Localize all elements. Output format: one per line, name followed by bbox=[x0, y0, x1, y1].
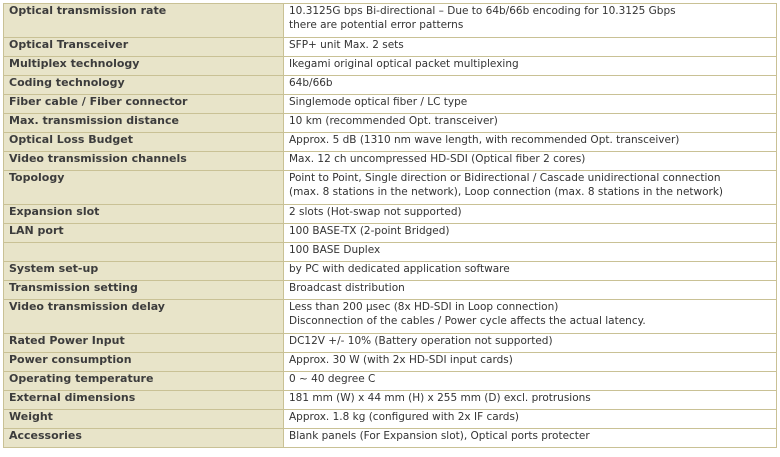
spec-table bbox=[3, 3, 777, 448]
spec-value: Approx. 30 W (with 2x HD-SDI input cards) bbox=[284, 353, 777, 372]
table-row bbox=[4, 224, 777, 243]
spec-value: Broadcast distribution bbox=[284, 281, 777, 300]
spec-label: Topology bbox=[4, 171, 284, 205]
table-row bbox=[4, 205, 777, 224]
spec-label: Multiplex technology bbox=[4, 57, 284, 76]
spec-value: 10 km (recommended Opt. transceiver) bbox=[284, 114, 777, 133]
spec-value: 10.3125G bps Bi-directional – Due to 64b/66b encoding for 10.3125 Gbps there are potential error patterns bbox=[284, 4, 777, 38]
table-row bbox=[4, 133, 777, 152]
spec-value: by PC with dedicated application software bbox=[284, 262, 777, 281]
spec-value: 100 BASE-TX (2-point Bridged) bbox=[284, 224, 777, 243]
table-row bbox=[4, 391, 777, 410]
spec-table-body bbox=[4, 4, 777, 448]
table-row bbox=[4, 243, 777, 262]
spec-value: Ikegami original optical packet multiplexing bbox=[284, 57, 777, 76]
spec-value: Approx. 1.8 kg (configured with 2x IF cards) bbox=[284, 410, 777, 429]
spec-label: External dimensions bbox=[4, 391, 284, 410]
spec-label: Optical Transceiver bbox=[4, 38, 284, 57]
table-row bbox=[4, 38, 777, 57]
table-row bbox=[4, 262, 777, 281]
spec-value: 181 mm (W) x 44 mm (H) x 255 mm (D) excl. protrusions bbox=[284, 391, 777, 410]
spec-value: Less than 200 µsec (8x HD-SDI in Loop connection) Disconnection of the cables / Power cycle affects the actual latency. bbox=[284, 300, 777, 334]
spec-label: Optical Loss Budget bbox=[4, 133, 284, 152]
spec-value: 100 BASE Duplex bbox=[284, 243, 777, 262]
spec-value: Point to Point, Single direction or Bidirectional / Cascade unidirectional connection (max. 8 stations in the network), Loop connection (max. 8 stations in the network) bbox=[284, 171, 777, 205]
spec-label: Accessories bbox=[4, 429, 284, 448]
table-row bbox=[4, 353, 777, 372]
spec-value: Singlemode optical fiber / LC type bbox=[284, 95, 777, 114]
spec-label: Video transmission delay bbox=[4, 300, 284, 334]
table-row bbox=[4, 372, 777, 391]
table-row bbox=[4, 429, 777, 448]
spec-label: Max. transmission distance bbox=[4, 114, 284, 133]
spec-value: Approx. 5 dB (1310 nm wave length, with recommended Opt. transceiver) bbox=[284, 133, 777, 152]
table-row bbox=[4, 410, 777, 429]
spec-label: Coding technology bbox=[4, 76, 284, 95]
spec-value: DC12V +/- 10% (Battery operation not supported) bbox=[284, 334, 777, 353]
spec-value: 0 ~ 40 degree C bbox=[284, 372, 777, 391]
spec-label: Video transmission channels bbox=[4, 152, 284, 171]
spec-value: 64b/66b bbox=[284, 76, 777, 95]
spec-label: Operating temperature bbox=[4, 372, 284, 391]
table-row bbox=[4, 95, 777, 114]
spec-label: Power consumption bbox=[4, 353, 284, 372]
table-row bbox=[4, 281, 777, 300]
table-row bbox=[4, 300, 777, 334]
spec-label: Optical transmission rate bbox=[4, 4, 284, 38]
table-row bbox=[4, 114, 777, 133]
spec-label bbox=[4, 243, 284, 262]
spec-label: LAN port bbox=[4, 224, 284, 243]
spec-label: Fiber cable / Fiber connector bbox=[4, 95, 284, 114]
spec-label: Rated Power Input bbox=[4, 334, 284, 353]
spec-value: 2 slots (Hot-swap not supported) bbox=[284, 205, 777, 224]
table-row bbox=[4, 4, 777, 38]
table-row bbox=[4, 171, 777, 205]
spec-value: Max. 12 ch uncompressed HD-SDI (Optical fiber 2 cores) bbox=[284, 152, 777, 171]
spec-value: SFP+ unit Max. 2 sets bbox=[284, 38, 777, 57]
spec-label: Expansion slot bbox=[4, 205, 284, 224]
spec-value: Blank panels (For Expansion slot), Optical ports protecter bbox=[284, 429, 777, 448]
table-row bbox=[4, 76, 777, 95]
table-row bbox=[4, 152, 777, 171]
spec-label: System set-up bbox=[4, 262, 284, 281]
spec-label: Transmission setting bbox=[4, 281, 284, 300]
spec-label: Weight bbox=[4, 410, 284, 429]
table-row bbox=[4, 57, 777, 76]
table-row bbox=[4, 334, 777, 353]
